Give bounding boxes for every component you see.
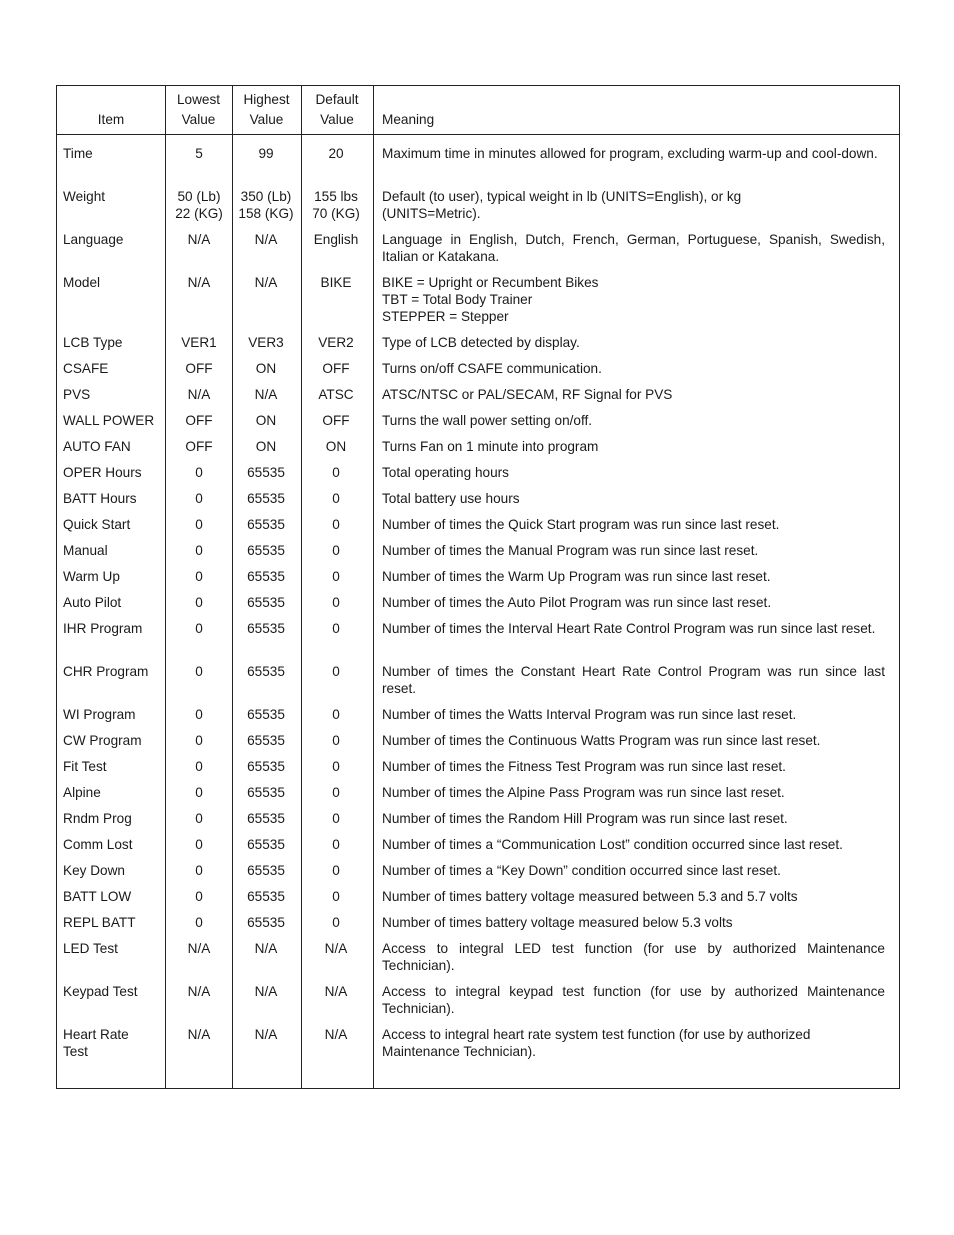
header-default-line2: Value <box>320 111 354 127</box>
row-meaning: Number of times the Manual Program was run since last reset. <box>382 543 759 558</box>
row-lowest: OFF <box>185 439 213 454</box>
row-highest: 65535 <box>247 664 285 679</box>
row-meaning: Number of times the Quick Start program was run since last reset. <box>382 517 780 532</box>
row-meaning: Number of times a “Key Down” condition occurred since last reset. <box>382 863 781 878</box>
row-item: Time <box>63 146 93 161</box>
row-item: LED Test <box>63 941 118 956</box>
row-default: 0 <box>332 595 340 610</box>
row-item: Warm Up <box>63 569 120 584</box>
row-default: 0 <box>332 863 340 878</box>
row-item: BATT LOW <box>63 889 132 904</box>
row-item: REPL BATT <box>63 915 136 930</box>
row-meaning: Language in English, Dutch, French, German, Portuguese, Spanish, Swedish, Italian or Katakana. <box>382 232 885 264</box>
row-item: Fit Test <box>63 759 107 774</box>
header-meaning: Meaning <box>382 112 435 127</box>
row-default: 0 <box>332 491 340 506</box>
row-lowest: VER1 <box>181 335 217 350</box>
row-default: 0 <box>332 837 340 852</box>
row-default: 0 <box>332 517 340 532</box>
row-lowest: 0 <box>195 785 203 800</box>
row-lowest: 0 <box>195 465 203 480</box>
row-item: IHR Program <box>63 621 143 636</box>
row-default: 0 <box>332 569 340 584</box>
row-highest: 65535 <box>247 517 285 532</box>
row-item: Auto Pilot <box>63 595 122 610</box>
row-lowest: 0 <box>195 517 203 532</box>
row-meaning: Number of times a “Communication Lost” condition occurred since last reset. <box>382 837 843 852</box>
header-highest-line2: Value <box>249 111 284 127</box>
row-default: 0 <box>332 785 340 800</box>
row-lowest: 0 <box>195 759 203 774</box>
row-lowest: N/A <box>187 1027 211 1042</box>
header-default <box>301 90 373 129</box>
row-highest: 65535 <box>247 595 285 610</box>
row-item: Manual <box>63 543 108 558</box>
row-default: N/A <box>324 1027 348 1042</box>
row-lowest: 5 <box>195 146 203 161</box>
row-meaning: Type of LCB detected by display. <box>382 335 580 350</box>
header-divider <box>57 134 899 135</box>
row-lowest: 0 <box>195 707 203 722</box>
row-item: WI Program <box>63 707 136 722</box>
row-item: AUTO FAN <box>63 439 131 454</box>
row-meaning: Number of times the Warm Up Program was run since last reset. <box>382 569 771 584</box>
row-meaning: Number of times the Fitness Test Program was run since last reset. <box>382 759 786 774</box>
row-lowest: 0 <box>195 811 203 826</box>
header-highest <box>232 90 301 129</box>
row-lowest: 0 <box>195 595 203 610</box>
row-item: CSAFE <box>63 361 109 376</box>
row-highest: 65535 <box>247 889 285 904</box>
header-lowest <box>165 90 232 129</box>
row-highest: 65535 <box>247 491 285 506</box>
row-meaning: Number of times the Alpine Pass Program was run since last reset. <box>382 785 785 800</box>
row-lowest: 0 <box>195 621 203 636</box>
row-highest: ON <box>255 361 277 376</box>
row-item: LCB Type <box>63 335 123 350</box>
row-meaning: Number of times the Random Hill Program was run since last reset. <box>382 811 788 826</box>
row-lowest: N/A <box>187 387 211 402</box>
row-meaning: Default (to user), typical weight in lb (UNITS=English), or kg (UNITS=Metric). <box>382 189 742 221</box>
row-default: 0 <box>332 621 340 636</box>
row-item: PVS <box>63 387 91 402</box>
row-default: N/A <box>324 941 348 956</box>
row-lowest: OFF <box>185 361 213 376</box>
row-highest: 65535 <box>247 621 285 636</box>
row-meaning: Access to integral heart rate system test function (for use by authorized Maintenance Technician). <box>382 1027 811 1059</box>
row-lowest: N/A <box>187 941 211 956</box>
row-lowest: 0 <box>195 733 203 748</box>
row-default: English <box>313 232 359 247</box>
row-item: Rndm Prog <box>63 811 132 826</box>
row-item: BATT Hours <box>63 491 137 506</box>
row-meaning: BIKE = Upright or Recumbent Bikes TBT = Total Body Trainer STEPPER = Stepper <box>382 275 599 324</box>
row-meaning: Number of times the Auto Pilot Program was run since last reset. <box>382 595 772 610</box>
header-item: Item <box>97 112 125 127</box>
column-divider <box>373 86 374 1088</box>
row-item: Language <box>63 232 124 247</box>
settings-table <box>56 85 900 1089</box>
row-highest: N/A <box>254 232 278 247</box>
row-default: 0 <box>332 811 340 826</box>
row-meaning: Number of times the Watts Interval Program was run since last reset. <box>382 707 797 722</box>
row-lowest: 0 <box>195 915 203 930</box>
row-default: 0 <box>332 465 340 480</box>
row-highest: 65535 <box>247 837 285 852</box>
row-item: Quick Start <box>63 517 131 532</box>
row-highest: 65535 <box>247 543 285 558</box>
row-item: Model <box>63 275 101 290</box>
row-lowest: 0 <box>195 569 203 584</box>
row-item: CW Program <box>63 733 142 748</box>
header-lowest-line1: Lowest <box>176 92 221 107</box>
row-default: 20 <box>328 146 344 161</box>
row-highest: ON <box>255 413 277 428</box>
row-default: ON <box>325 439 347 454</box>
row-meaning: Access to integral LED test function (for use by authorized Maintenance Technician). <box>382 941 885 973</box>
row-highest: 65535 <box>247 759 285 774</box>
row-meaning: Number of times battery voltage measured between 5.3 and 5.7 volts <box>382 889 798 904</box>
row-meaning: Turns Fan on 1 minute into program <box>382 439 599 454</box>
row-item: OPER Hours <box>63 465 142 480</box>
row-highest: ON <box>255 439 277 454</box>
row-highest: 65535 <box>247 707 285 722</box>
row-highest: 65535 <box>247 811 285 826</box>
header-lowest-line2: Value <box>181 111 216 127</box>
row-meaning: Number of times battery voltage measured below 5.3 volts <box>382 915 733 930</box>
row-item: WALL POWER <box>63 413 155 428</box>
row-lowest: 0 <box>195 491 203 506</box>
row-default: BIKE <box>320 275 352 290</box>
header-default-line1: Default <box>315 92 359 107</box>
row-default: 0 <box>332 915 340 930</box>
row-default: 155 lbs 70 (KG) <box>312 189 360 221</box>
row-lowest: N/A <box>187 984 211 999</box>
row-meaning: Number of times the Interval Heart Rate Control Program was run since last reset. <box>382 621 876 636</box>
row-default: ATSC <box>318 387 354 402</box>
row-highest: VER3 <box>248 335 284 350</box>
row-lowest: 0 <box>195 543 203 558</box>
row-meaning: Access to integral keypad test function (for use by authorized Maintenance Technician). <box>382 984 885 1016</box>
row-default: 0 <box>332 707 340 722</box>
row-meaning: Total operating hours <box>382 465 509 480</box>
row-default: OFF <box>322 413 350 428</box>
row-highest: N/A <box>254 387 278 402</box>
row-highest: 65535 <box>247 785 285 800</box>
row-item: Weight <box>63 189 106 204</box>
row-highest: 65535 <box>247 733 285 748</box>
row-item: CHR Program <box>63 664 149 679</box>
row-lowest: 0 <box>195 837 203 852</box>
row-lowest: 0 <box>195 863 203 878</box>
row-meaning: Maximum time in minutes allowed for program, excluding warm-up and cool-down. <box>382 146 878 161</box>
row-item: Heart Rate Test <box>63 1027 129 1059</box>
row-meaning: Total battery use hours <box>382 491 520 506</box>
row-default: 0 <box>332 889 340 904</box>
row-meaning: Number of times the Constant Heart Rate Control Program was run since last reset. <box>382 664 885 696</box>
row-highest: 65535 <box>247 465 285 480</box>
row-item: Key Down <box>63 863 125 878</box>
row-meaning: Turns the wall power setting on/off. <box>382 413 593 428</box>
row-lowest: N/A <box>187 232 211 247</box>
row-meaning: ATSC/NTSC or PAL/SECAM, RF Signal for PVS <box>382 387 673 402</box>
row-highest: 65535 <box>247 863 285 878</box>
row-highest: 350 (Lb) 158 (KG) <box>238 189 294 221</box>
row-highest: N/A <box>254 984 278 999</box>
row-lowest: 0 <box>195 889 203 904</box>
row-default: VER2 <box>318 335 354 350</box>
row-lowest: 0 <box>195 664 203 679</box>
row-meaning: Turns on/off CSAFE communication. <box>382 361 602 376</box>
row-highest: 65535 <box>247 569 285 584</box>
row-lowest: 50 (Lb) 22 (KG) <box>175 189 223 221</box>
row-default: 0 <box>332 664 340 679</box>
header-highest-line1: Highest <box>243 92 290 107</box>
row-default: 0 <box>332 543 340 558</box>
row-default: N/A <box>324 984 348 999</box>
row-default: 0 <box>332 759 340 774</box>
row-item: Comm Lost <box>63 837 133 852</box>
row-item: Alpine <box>63 785 101 800</box>
row-meaning: Number of times the Continuous Watts Program was run since last reset. <box>382 733 821 748</box>
row-highest: 65535 <box>247 915 285 930</box>
row-highest: N/A <box>254 941 278 956</box>
row-lowest: N/A <box>187 275 211 290</box>
row-highest: N/A <box>254 1027 278 1042</box>
row-lowest: OFF <box>185 413 213 428</box>
row-highest: N/A <box>254 275 278 290</box>
row-item: Keypad Test <box>63 984 138 999</box>
row-default: 0 <box>332 733 340 748</box>
row-default: OFF <box>322 361 350 376</box>
row-highest: 99 <box>258 146 274 161</box>
